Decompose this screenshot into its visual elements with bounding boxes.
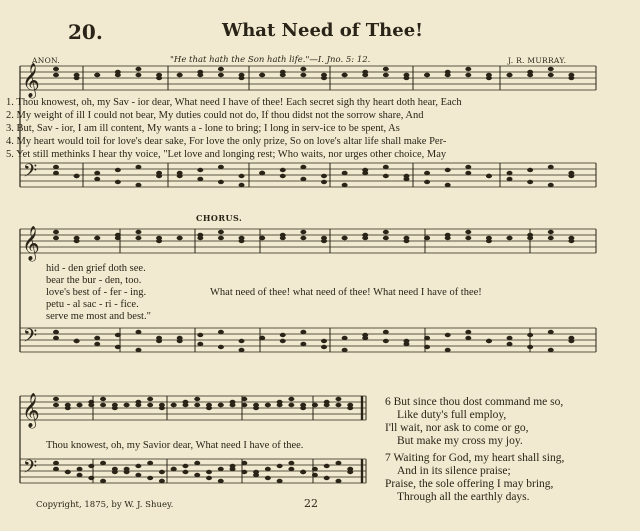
note-head xyxy=(383,73,389,77)
note-head xyxy=(548,73,554,77)
note-head xyxy=(159,403,165,407)
note-head xyxy=(342,236,348,240)
note-head xyxy=(77,403,83,407)
note-head xyxy=(115,180,121,184)
note-head xyxy=(288,461,294,465)
note-head xyxy=(342,171,348,175)
note-head xyxy=(324,476,330,480)
note-head xyxy=(403,236,409,240)
note-head xyxy=(465,336,471,340)
note-head xyxy=(335,397,341,401)
note-head xyxy=(241,461,247,465)
note-head xyxy=(135,330,141,334)
note-head xyxy=(403,73,409,77)
epigraph: "He that hath the Son hath life."—I. Jno. 5: 12. xyxy=(170,55,371,65)
note-head xyxy=(100,397,106,401)
note-head xyxy=(324,403,330,407)
note-head xyxy=(88,476,94,480)
note-head xyxy=(383,330,389,334)
note-head xyxy=(312,403,318,407)
note-head xyxy=(335,479,341,483)
note-head xyxy=(94,73,100,77)
note-head xyxy=(156,171,162,175)
note-head xyxy=(527,180,533,184)
note-head xyxy=(218,236,224,240)
note-head xyxy=(135,165,141,169)
note-head xyxy=(465,67,471,71)
note-head xyxy=(486,339,492,343)
note-head xyxy=(197,73,203,77)
note-head xyxy=(74,339,80,343)
note-head xyxy=(218,73,224,77)
note-head xyxy=(259,236,265,240)
note-head xyxy=(465,73,471,77)
note-head xyxy=(177,236,183,240)
note-head xyxy=(424,171,430,175)
note-head xyxy=(239,339,245,343)
note-head xyxy=(147,461,153,465)
note-head xyxy=(465,330,471,334)
note-head xyxy=(156,336,162,340)
note-head xyxy=(112,467,118,471)
note-head xyxy=(548,165,554,169)
note-head xyxy=(383,165,389,169)
note-head xyxy=(335,403,341,407)
note-head xyxy=(77,467,83,471)
note-head xyxy=(445,168,451,172)
note-head xyxy=(241,397,247,401)
note-head xyxy=(241,470,247,474)
note-head xyxy=(280,333,286,337)
verse-line: 4. My heart would toil for love's dear sake, For love the only prize, So on love's altar life shall make Per- xyxy=(6,136,447,147)
note-head xyxy=(486,73,492,77)
note-head xyxy=(288,467,294,471)
note-head xyxy=(259,336,265,340)
note-head xyxy=(53,403,59,407)
verse-ending: hid - den grief doth see. xyxy=(46,263,146,274)
refrain-text: What need of thee! what need of thee! What need I have of thee! xyxy=(210,287,482,298)
note-head xyxy=(159,479,165,483)
note-head xyxy=(135,236,141,240)
note-head xyxy=(403,177,409,181)
note-head xyxy=(239,183,245,187)
note-head xyxy=(445,348,451,352)
note-head xyxy=(383,339,389,343)
note-head xyxy=(507,171,513,175)
note-head xyxy=(277,403,283,407)
note-head xyxy=(548,230,554,234)
clef-glyph: 𝄞 xyxy=(22,226,40,261)
note-head xyxy=(265,467,271,471)
note-head xyxy=(177,339,183,343)
clef-glyph: 𝄢 xyxy=(23,457,38,482)
note-head xyxy=(218,180,224,184)
composer-credit: J. R. MURRAY. xyxy=(508,56,567,65)
note-head xyxy=(197,236,203,240)
note-head xyxy=(300,177,306,181)
note-head xyxy=(445,333,451,337)
note-head xyxy=(135,403,141,407)
clef-glyph: 𝄢 xyxy=(23,326,38,351)
note-head xyxy=(568,171,574,175)
note-head xyxy=(53,171,59,175)
chorus-label: CHORUS. xyxy=(196,213,243,223)
note-head xyxy=(300,67,306,71)
note-head xyxy=(100,403,106,407)
note-head xyxy=(321,73,327,77)
note-head xyxy=(177,73,183,77)
note-head xyxy=(548,330,554,334)
note-head xyxy=(548,183,554,187)
note-head xyxy=(324,464,330,468)
note-head xyxy=(527,236,533,240)
note-head xyxy=(277,479,283,483)
note-head xyxy=(53,397,59,401)
note-head xyxy=(507,177,513,181)
note-head xyxy=(280,168,286,172)
note-head xyxy=(362,336,368,340)
note-head xyxy=(156,73,162,77)
note-head xyxy=(197,168,203,172)
note-head xyxy=(135,73,141,77)
note-head xyxy=(335,461,341,465)
note-head xyxy=(362,73,368,77)
note-head xyxy=(383,236,389,240)
note-head xyxy=(548,348,554,352)
note-head xyxy=(94,342,100,346)
note-head xyxy=(527,333,533,337)
note-head xyxy=(527,73,533,77)
note-head xyxy=(230,403,236,407)
note-head xyxy=(548,236,554,240)
note-head xyxy=(218,330,224,334)
note-head xyxy=(241,403,247,407)
note-head xyxy=(194,403,200,407)
note-head xyxy=(300,165,306,169)
note-head xyxy=(445,73,451,77)
note-head xyxy=(568,73,574,77)
note-head xyxy=(342,183,348,187)
note-head xyxy=(383,67,389,71)
verse-line: 2. My weight of ill I could not bear, My duties could not do, If thou didst not the sorrow share, And xyxy=(6,110,424,121)
note-head xyxy=(347,403,353,407)
note-head xyxy=(53,73,59,77)
note-head xyxy=(342,348,348,352)
note-head xyxy=(312,467,318,471)
note-head xyxy=(548,67,554,71)
note-head xyxy=(300,230,306,234)
note-head xyxy=(403,342,409,346)
note-head xyxy=(465,165,471,169)
note-head xyxy=(53,165,59,169)
note-head xyxy=(507,342,513,346)
clef-glyph: 𝄞 xyxy=(22,393,40,428)
note-head xyxy=(94,336,100,340)
note-head xyxy=(159,470,165,474)
note-head xyxy=(182,464,188,468)
note-head xyxy=(194,473,200,477)
note-head xyxy=(65,470,71,474)
note-head xyxy=(194,397,200,401)
clef-glyph: 𝄢 xyxy=(23,161,38,186)
note-head xyxy=(465,230,471,234)
note-head xyxy=(342,336,348,340)
verse-line: 3. But, Sav - ior, I am ill content, My wants a - lone to bring; I long in serv-ice to be spent, As xyxy=(6,123,400,134)
note-head xyxy=(74,73,80,77)
verse-ending: serve me most and best." xyxy=(46,311,151,322)
note-head xyxy=(383,230,389,234)
note-head xyxy=(362,236,368,240)
note-head xyxy=(197,177,203,181)
verse-line: 5. Yet still methinks I hear thy voice, "Let love and longing rest; Who waits, nor urges other choice, May xyxy=(6,149,447,160)
note-head xyxy=(77,473,83,477)
final-lyric-line: Thou knowest, oh, my Savior dear, What need I have of thee. xyxy=(46,440,304,451)
stanza-6-line: But make my cross my joy. xyxy=(397,435,523,447)
note-head xyxy=(253,473,259,477)
note-head xyxy=(177,174,183,178)
note-head xyxy=(300,342,306,346)
note-head xyxy=(206,403,212,407)
note-head xyxy=(182,403,188,407)
note-head xyxy=(300,73,306,77)
note-head xyxy=(100,461,106,465)
note-head xyxy=(218,165,224,169)
author-credit: ANON. xyxy=(32,56,61,65)
note-head xyxy=(265,403,271,407)
note-head xyxy=(197,333,203,337)
note-head xyxy=(53,236,59,240)
note-head xyxy=(265,476,271,480)
note-head xyxy=(568,336,574,340)
note-head xyxy=(197,342,203,346)
note-head xyxy=(507,73,513,77)
note-head xyxy=(527,345,533,349)
stanza-7-line: And in its silence praise; xyxy=(397,465,511,477)
stanza-6-line: 6 But since thou dost command me so, xyxy=(385,396,564,408)
note-head xyxy=(135,348,141,352)
note-head xyxy=(206,476,212,480)
note-head xyxy=(115,333,121,337)
note-head xyxy=(100,479,106,483)
note-head xyxy=(135,230,141,234)
note-head xyxy=(74,174,80,178)
note-head xyxy=(218,67,224,71)
note-head xyxy=(218,467,224,471)
note-head xyxy=(362,171,368,175)
note-head xyxy=(277,464,283,468)
note-head xyxy=(53,330,59,334)
note-head xyxy=(568,236,574,240)
note-head xyxy=(147,403,153,407)
note-head xyxy=(486,174,492,178)
note-head xyxy=(321,174,327,178)
note-head xyxy=(53,467,59,471)
note-head xyxy=(182,470,188,474)
stanza-7-line: 7 Waiting for God, my heart shall sing, xyxy=(385,452,565,464)
note-head xyxy=(115,236,121,240)
note-head xyxy=(171,467,177,471)
note-head xyxy=(424,180,430,184)
verse-ending: bear the bur - den, too. xyxy=(46,275,142,286)
verse-ending: petu - al sac - ri - fice. xyxy=(46,299,139,310)
note-head xyxy=(288,403,294,407)
stanza-7-line: Through all the earthly days. xyxy=(397,491,530,503)
note-head xyxy=(206,470,212,474)
note-head xyxy=(239,73,245,77)
verse-line: 1. Thou knowest, oh, my Sav - ior dear, What need I have of thee! Each secret sigh thy heart doth hear, Each xyxy=(6,97,462,108)
note-head xyxy=(74,236,80,240)
note-head xyxy=(218,345,224,349)
note-head xyxy=(507,336,513,340)
note-head xyxy=(124,470,130,474)
note-head xyxy=(94,171,100,175)
note-head xyxy=(115,73,121,77)
note-head xyxy=(486,236,492,240)
note-head xyxy=(347,467,353,471)
note-head xyxy=(321,236,327,240)
page-number: 22 xyxy=(304,497,318,510)
note-head xyxy=(65,403,71,407)
note-head xyxy=(465,236,471,240)
note-head xyxy=(218,403,224,407)
note-head xyxy=(147,476,153,480)
hymn-number: 20. xyxy=(68,20,103,44)
note-head xyxy=(239,174,245,178)
note-head xyxy=(321,345,327,349)
note-head xyxy=(312,473,318,477)
note-head xyxy=(171,403,177,407)
note-head xyxy=(300,470,306,474)
note-head xyxy=(280,174,286,178)
note-head xyxy=(218,230,224,234)
note-head xyxy=(280,236,286,240)
note-head xyxy=(115,168,121,172)
note-head xyxy=(383,174,389,178)
note-head xyxy=(88,403,94,407)
note-head xyxy=(135,67,141,71)
stanza-6-line: I'll wait, nor ask to come or go, xyxy=(385,422,529,434)
note-head xyxy=(53,230,59,234)
note-head xyxy=(424,345,430,349)
note-head xyxy=(300,403,306,407)
note-head xyxy=(321,180,327,184)
stanza-6-line: Like duty's full employ, xyxy=(397,409,507,421)
note-head xyxy=(259,171,265,175)
note-head xyxy=(124,403,130,407)
note-head xyxy=(239,348,245,352)
note-head xyxy=(424,73,430,77)
note-head xyxy=(156,236,162,240)
note-head xyxy=(507,236,513,240)
note-head xyxy=(424,336,430,340)
note-head xyxy=(445,236,451,240)
note-head xyxy=(53,67,59,71)
note-head xyxy=(300,236,306,240)
note-head xyxy=(53,336,59,340)
verse-ending: love's best of - fer - ing. xyxy=(46,287,147,298)
note-head xyxy=(259,73,265,77)
note-head xyxy=(94,177,100,181)
note-head xyxy=(218,479,224,483)
note-head xyxy=(288,397,294,401)
note-head xyxy=(53,461,59,465)
clef-glyph: 𝄞 xyxy=(22,63,40,98)
note-head xyxy=(239,236,245,240)
note-head xyxy=(342,73,348,77)
note-head xyxy=(88,464,94,468)
note-head xyxy=(112,403,118,407)
note-head xyxy=(300,330,306,334)
copyright: Copyright, 1875, by W. J. Shuey. xyxy=(36,500,174,510)
note-head xyxy=(115,345,121,349)
note-head xyxy=(465,171,471,175)
note-head xyxy=(321,339,327,343)
note-head xyxy=(230,467,236,471)
hymn-title: What Need of Thee! xyxy=(222,20,424,41)
note-head xyxy=(94,236,100,240)
stanza-7-line: Praise, the sole offering I may bring, xyxy=(385,478,554,490)
note-head xyxy=(424,236,430,240)
note-head xyxy=(194,461,200,465)
note-head xyxy=(280,339,286,343)
note-head xyxy=(135,473,141,477)
note-head xyxy=(135,183,141,187)
note-head xyxy=(147,397,153,401)
note-head xyxy=(280,73,286,77)
note-head xyxy=(527,168,533,172)
note-head xyxy=(135,464,141,468)
note-head xyxy=(253,403,259,407)
note-head xyxy=(445,183,451,187)
